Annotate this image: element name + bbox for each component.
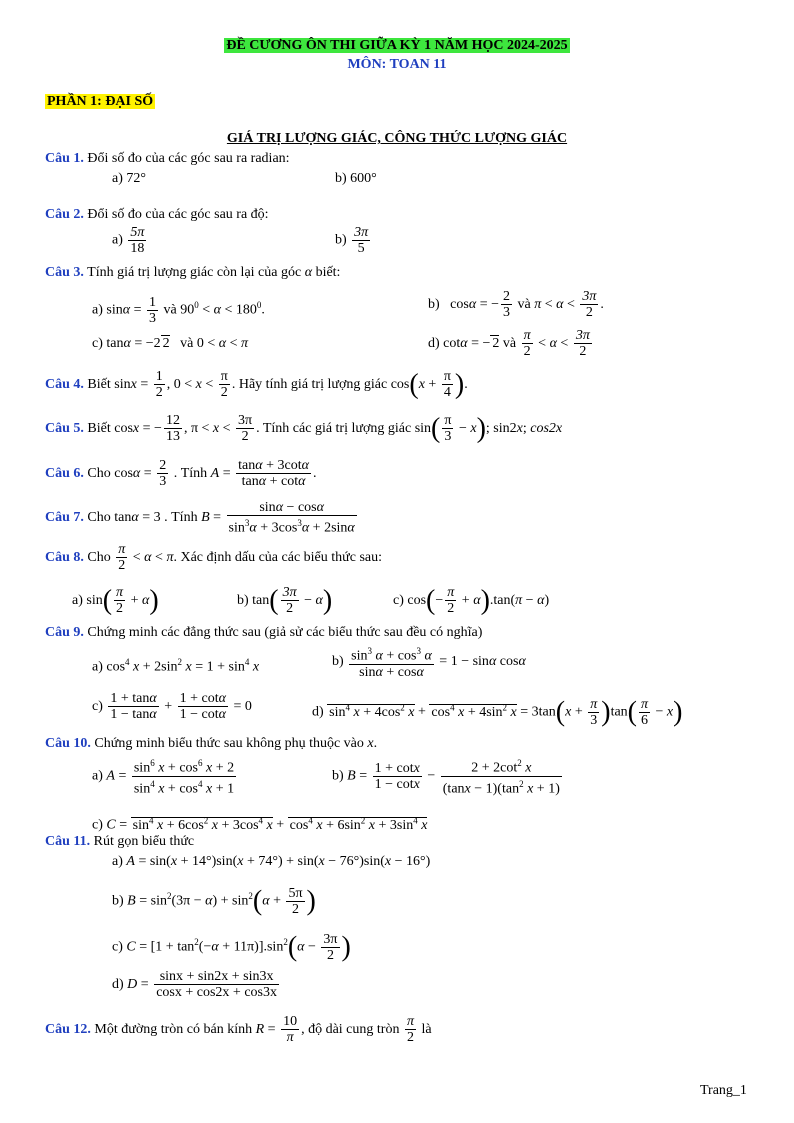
q10-option-c: c) $C = \sin^4 x + 6\cos^2$ $x + 3\cos^4$ $x + \cos^4 x + 6\sin^2$ $x + 3\sin^4$ x [92, 815, 428, 833]
q3-option-a: a) sinα = $\frac{1}{3}$ và $90^0 < \alpha < 180^0$. [92, 294, 265, 326]
question-6: Câu 6. Cho cosα = $\frac{2}{3}$ . Tính A = $\frac{\tan\alpha + 3\cot\alpha}{\tan\alpha + \cot\alpha}$ . [45, 458, 317, 490]
question-2: Câu 2. Đổi số đo của các góc sau ra độ: [45, 207, 269, 222]
section-heading: GIÁ TRỊ LƯỢNG GIÁC, CÔNG THỨC LƯỢNG GIÁC [226, 131, 568, 146]
q9-option-c: c) $\frac{1 + \tan\alpha}{1 - \tan\alpha}$ + $\frac{1 + \cot\alpha}{1 - \cot\alpha}$ = 0 [92, 691, 252, 723]
question-7: Câu 7. Cho tanα = 3 . Tính B = $\frac{\sin\alpha - \cos\alpha}{\sin^3\alpha + 3\cos^3\alpha + 2\sin\alpha}$ [45, 500, 355, 536]
question-8: Câu 8. Cho $\frac{\pi}{2}$ < α < π. Xác định dấu của các biểu thức sau: [45, 542, 383, 574]
q9-option-b: b) $\frac{\sin^3 \alpha + \cos^3 \alpha}{\sin\alpha + \cos\alpha}$ = 1 − sinα cosα [332, 646, 526, 680]
question-9: Câu 9. Chứng minh các đẳng thức sau (giả sử các biểu thức sau đều có nghĩa) [45, 625, 483, 640]
question-11: Câu 11. Rút gọn biểu thức [45, 834, 195, 849]
q3-option-b: b) cosα = − $\frac{2}{3}$ và π < α < $\frac{3\pi}{2}$ . [428, 289, 604, 321]
q8-option-b: b) tan( $\frac{3\pi}{2}$ − α) [237, 584, 333, 617]
question-5: Câu 5. Biết cosx = − $\frac{12}{13}$ , π < x < $\frac{3\pi}{2}$ . Tính các giá trị lượng giác sin( $\frac{\pi}{3}$ − x); sin2x; cos2x [45, 412, 563, 445]
q3-option-d: d) cotα = − 2 và $\frac{\pi}{2}$ < α < $\frac{3\pi}{2}$ [428, 328, 590, 360]
q8-option-a: a) sin( $\frac{\pi}{2}$ + α) [72, 584, 159, 617]
q8-option-c: c) cos(− $\frac{\pi}{2}$ + α).tan(π − α) [393, 584, 550, 617]
document-title: ĐỀ CƯƠNG ÔN THI GIỮA KỲ 1 NĂM HỌC 2024-2025 [226, 38, 568, 53]
q9-option-a: a) $\cos^4 x + 2\sin^2$ $x = 1 + \sin^4 x$ [92, 657, 260, 675]
subject-line: MÔN: TOAN 11 [347, 57, 447, 72]
q2-option-a: a) $\frac{5\pi}{18}$ [112, 225, 145, 256]
q11-option-c: c) $C = [1 + \tan^2(-\alpha + 11\pi)].\sin^2(\alpha$ − $\frac{3\pi}{2}$ ) [112, 931, 351, 963]
question-4: Câu 4. Biết sinx = $\frac{1}{2}$ , 0 < x < $\frac{\pi}{2}$ . Hãy tính giá trị lượng giác cos(x + $\frac{\pi}{4}$ ). [45, 368, 468, 401]
page-number: Trang_1 [700, 1083, 747, 1098]
q3-option-c: c) tanα = −2 2 và 0 < α < π [92, 336, 249, 351]
q1-option-a: a) 72° [112, 171, 146, 186]
q10-option-a: a) A = $\frac{\sin^6 x + \cos^6 x + 2}{\sin^4 x + \cos^4 x + 1}$ [92, 758, 235, 797]
question-3: Câu 3. Tính giá trị lượng giác còn lại của góc α biết: [45, 265, 341, 280]
q11-option-d: d) D = $\frac{\sin x + \sin 2x + \sin 3x}{\cos x + \cos 2x + \cos 3x}$ [112, 969, 277, 1001]
question-12: Câu 12. Một đường tròn có bán kính R = $\frac{10}{\pi}$ , độ dài cung tròn $\frac{\pi}{2}$ là [45, 1014, 432, 1046]
q1-option-b: b) 600° [335, 171, 377, 186]
question-1: Câu 1. Đổi số đo của các góc sau ra radian: [45, 151, 290, 166]
question-10: Câu 10. Chứng minh biểu thức sau không phụ thuộc vào x. [45, 736, 378, 751]
q2-option-b: b) $\frac{3\pi}{5}$ [335, 225, 369, 256]
q10-option-b: b) B = $\frac{1 + \cot x}{1 - \cot x}$ − $\frac{2 + 2\cot^2 x}{(\tan x - 1)(\tan^2 x + 1)}$ [332, 758, 560, 797]
q11-option-a: a) A = sin(x + 14°)sin(x + 74°) + sin(x − 76°)sin(x − 16°) [112, 854, 431, 869]
q11-option-b: b) $B = \sin^2(3\pi - \alpha) + \sin^2(\alpha$ + $\frac{5\pi}{2}$ ) [112, 885, 316, 917]
part-heading: PHẦN 1: ĐẠI SỐ [47, 94, 154, 109]
q9-option-d: d) $\sin^4 x + 4\cos^2$ $x + \cos^4 x + 4\sin^2$ x = 3tan(x + $\frac{\pi}{3}$ )tan( $\frac{\pi}{6}$ − x) [312, 696, 683, 728]
